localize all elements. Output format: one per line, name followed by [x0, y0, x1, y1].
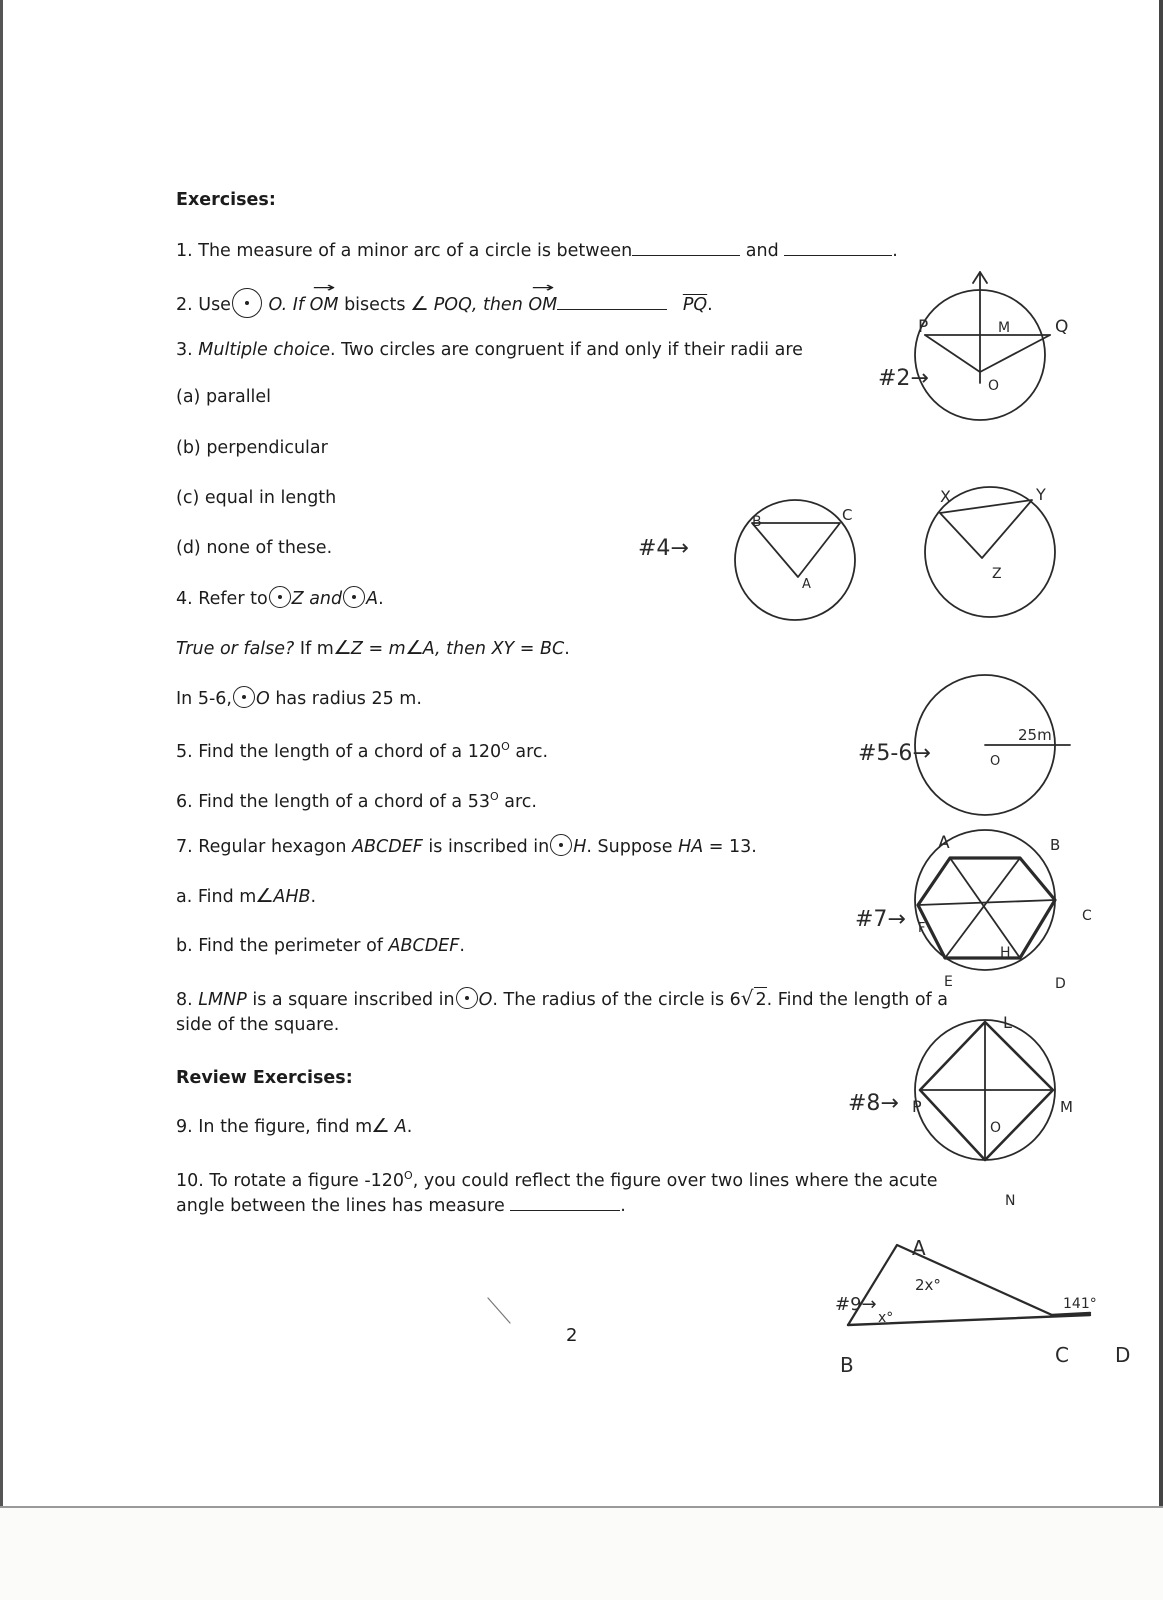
in56-text: In 5-6,	[176, 689, 232, 709]
angle-symbol-icon: ∠	[410, 293, 430, 315]
fig4-label-z: Z	[992, 566, 1002, 582]
q7a-period: .	[310, 887, 317, 907]
q9-period: .	[406, 1117, 413, 1137]
q4-zeq: Z = m	[350, 639, 406, 659]
fig7-label-h: H	[1000, 945, 1011, 961]
question-8-line-2: side of the square.	[176, 1015, 340, 1035]
fig7-label-a: A	[938, 833, 950, 853]
q7a-text: a. Find m	[176, 887, 257, 907]
fig7-label-e: E	[944, 974, 953, 990]
q7-abcdef: ABCDEF	[352, 837, 423, 857]
q6-text: 6. Find the length of a chord of a 53	[176, 791, 490, 812]
figure-5-6-circle	[915, 675, 1070, 815]
fig56-label-o: O	[990, 754, 1001, 769]
q4-m1: If m	[294, 639, 334, 659]
fig8-label-l: L	[1003, 1013, 1012, 1032]
fig4-label-y: Y	[1036, 485, 1046, 504]
q7-text: 7. Regular hexagon	[176, 837, 347, 857]
fig8-label-o: O	[990, 1120, 1002, 1136]
fig4-label-b: B	[752, 514, 762, 530]
q4-z: Z and	[291, 589, 343, 609]
q7b-abcdef: ABCDEF	[388, 936, 460, 956]
q2-ray-om-2: → OM	[528, 293, 557, 317]
q4-a: A	[366, 589, 379, 609]
angle-symbol-icon: ∠	[371, 1115, 391, 1137]
choice-a[interactable]: (a) parallel	[176, 387, 272, 407]
fig7-label-f: F	[918, 921, 926, 936]
fig7-label-d: D	[1055, 976, 1066, 992]
q8-o: O	[478, 990, 493, 1010]
fig8-tag: #8→	[848, 1091, 899, 1116]
q8-radius-text: . The radius of the circle is 6	[492, 990, 741, 1010]
q2-bisects: bisects	[344, 295, 406, 315]
q4b-period: .	[564, 639, 570, 659]
fig9-label-c: C	[1055, 1343, 1069, 1367]
q5-degree: O	[501, 740, 510, 753]
fig9-angle-b: x°	[878, 1310, 894, 1326]
q5-end: arc.	[509, 741, 549, 762]
fig9-label-a: A	[912, 1236, 926, 1260]
q8-inscribed: is a square inscribed in	[246, 990, 455, 1010]
q2-use: 2. Use	[176, 295, 231, 315]
q7-value: = 13.	[703, 837, 757, 857]
q9-text: 9. In the figure, find m	[176, 1117, 373, 1137]
q10-period: .	[620, 1196, 626, 1216]
fig9-label-d: D	[1115, 1343, 1131, 1367]
in56-o: O	[255, 689, 270, 709]
in56-radius: has radius 25 m.	[269, 689, 422, 709]
q4-then: A, then	[422, 639, 486, 659]
q2-ray-om: → OM	[310, 293, 339, 317]
q6-degree: O	[489, 790, 499, 803]
fig4-label-a: A	[802, 577, 811, 592]
angle-symbol-icon: ∠	[332, 637, 352, 659]
q10-degree: O	[404, 1169, 413, 1182]
fig8-label-p: P	[912, 1097, 922, 1116]
q7a-ahb: AHB	[273, 887, 311, 907]
sqrt-icon: √	[740, 986, 754, 1010]
review-exercises-heading: Review Exercises:	[176, 1068, 353, 1088]
q3-label: 3.	[176, 340, 193, 360]
page-number: 2	[566, 1325, 578, 1346]
figure-2-circle-diagram	[915, 272, 1050, 420]
q4-period: .	[378, 589, 384, 609]
angle-symbol-icon: ∠	[255, 885, 275, 907]
q3-text: . Two circles are congruent if and only if their radii are	[330, 340, 803, 360]
q10-text: 10. To rotate a figure -120	[176, 1170, 405, 1191]
q7b-period: .	[459, 936, 465, 956]
q6-end: arc.	[498, 791, 537, 812]
fig9-tag: #9→	[835, 1294, 877, 1315]
choice-b[interactable]: (b) perpendicular	[176, 438, 328, 458]
fig9-exterior-angle: 141°	[1063, 1296, 1097, 1312]
q10-text-2: , you could reflect the figure over two lines where the acute	[412, 1170, 938, 1191]
fig7-label-c: C	[1082, 908, 1092, 924]
angle-symbol-icon: ∠	[404, 637, 424, 659]
fig9-angle-a: 2x°	[915, 1276, 941, 1294]
fig2-tag: #2→	[878, 366, 929, 391]
q9-a: A	[394, 1117, 407, 1137]
q4-true-false: True or false?	[176, 639, 295, 659]
q7-h: H	[573, 837, 587, 857]
q1-period: .	[892, 241, 898, 261]
q7-ha: HA	[672, 837, 704, 857]
q1-text: 1. The measure of a minor arc of a circle is between	[176, 241, 633, 261]
fig8-label-m: M	[1060, 1098, 1073, 1116]
fig4-label-x: X	[940, 487, 951, 506]
fig56-tag: #5-6→	[858, 741, 931, 766]
exercises-heading: Exercises:	[176, 190, 276, 210]
q1-and: and	[745, 241, 779, 261]
fig2-label-o: O	[988, 378, 1000, 394]
q7-suppose: . Suppose	[586, 837, 673, 857]
q7b-text: b. Find the perimeter of	[176, 936, 383, 956]
q5-text: 5. Find the length of a chord of a 120	[176, 741, 502, 762]
q3-multiple-choice: Multiple choice	[198, 340, 331, 360]
fig2-label-m: M	[998, 320, 1011, 336]
fig7-label-b: B	[1050, 836, 1061, 854]
fig4-label-c: C	[842, 506, 853, 524]
fig8-label-n: N	[1005, 1193, 1016, 1209]
fig2-label-q: Q	[1055, 317, 1069, 337]
q4-xy-bc: XY = BC	[486, 639, 565, 659]
figure-4-circle-z	[735, 487, 1055, 620]
fig2-label-p: P	[918, 317, 929, 337]
q4-text: 4. Refer to	[176, 589, 268, 609]
choice-d[interactable]: (d) none of these.	[176, 538, 333, 558]
fig4-tag: #4→	[638, 536, 689, 561]
figure-7-hexagon	[915, 830, 1055, 970]
fig7-tag: #7→	[855, 907, 906, 932]
q2-segment-pq: $\overline{PQ}$	[682, 295, 708, 315]
fig9-label-b: B	[840, 1353, 854, 1377]
q8-lmnp: LMNP	[198, 990, 247, 1010]
q2-period: .	[707, 295, 713, 315]
q8-find: . Find the length of a	[766, 990, 948, 1010]
fig56-radius-label: 25m	[1018, 726, 1052, 744]
q8-radicand: 2	[754, 987, 767, 1012]
q10-line-2: angle between the lines has measure	[176, 1196, 505, 1216]
q7-inscribed: is inscribed in	[422, 837, 550, 857]
choice-c[interactable]: (c) equal in length	[176, 488, 337, 508]
q2-o: O. If	[268, 295, 305, 315]
figure-8-square	[915, 1020, 1055, 1160]
question-8: 8. LMNP is a square inscribed in O. The radius of the circle is 6√ 2. Find the length of a	[176, 986, 948, 1010]
q2-poq: POQ, then	[433, 295, 523, 315]
